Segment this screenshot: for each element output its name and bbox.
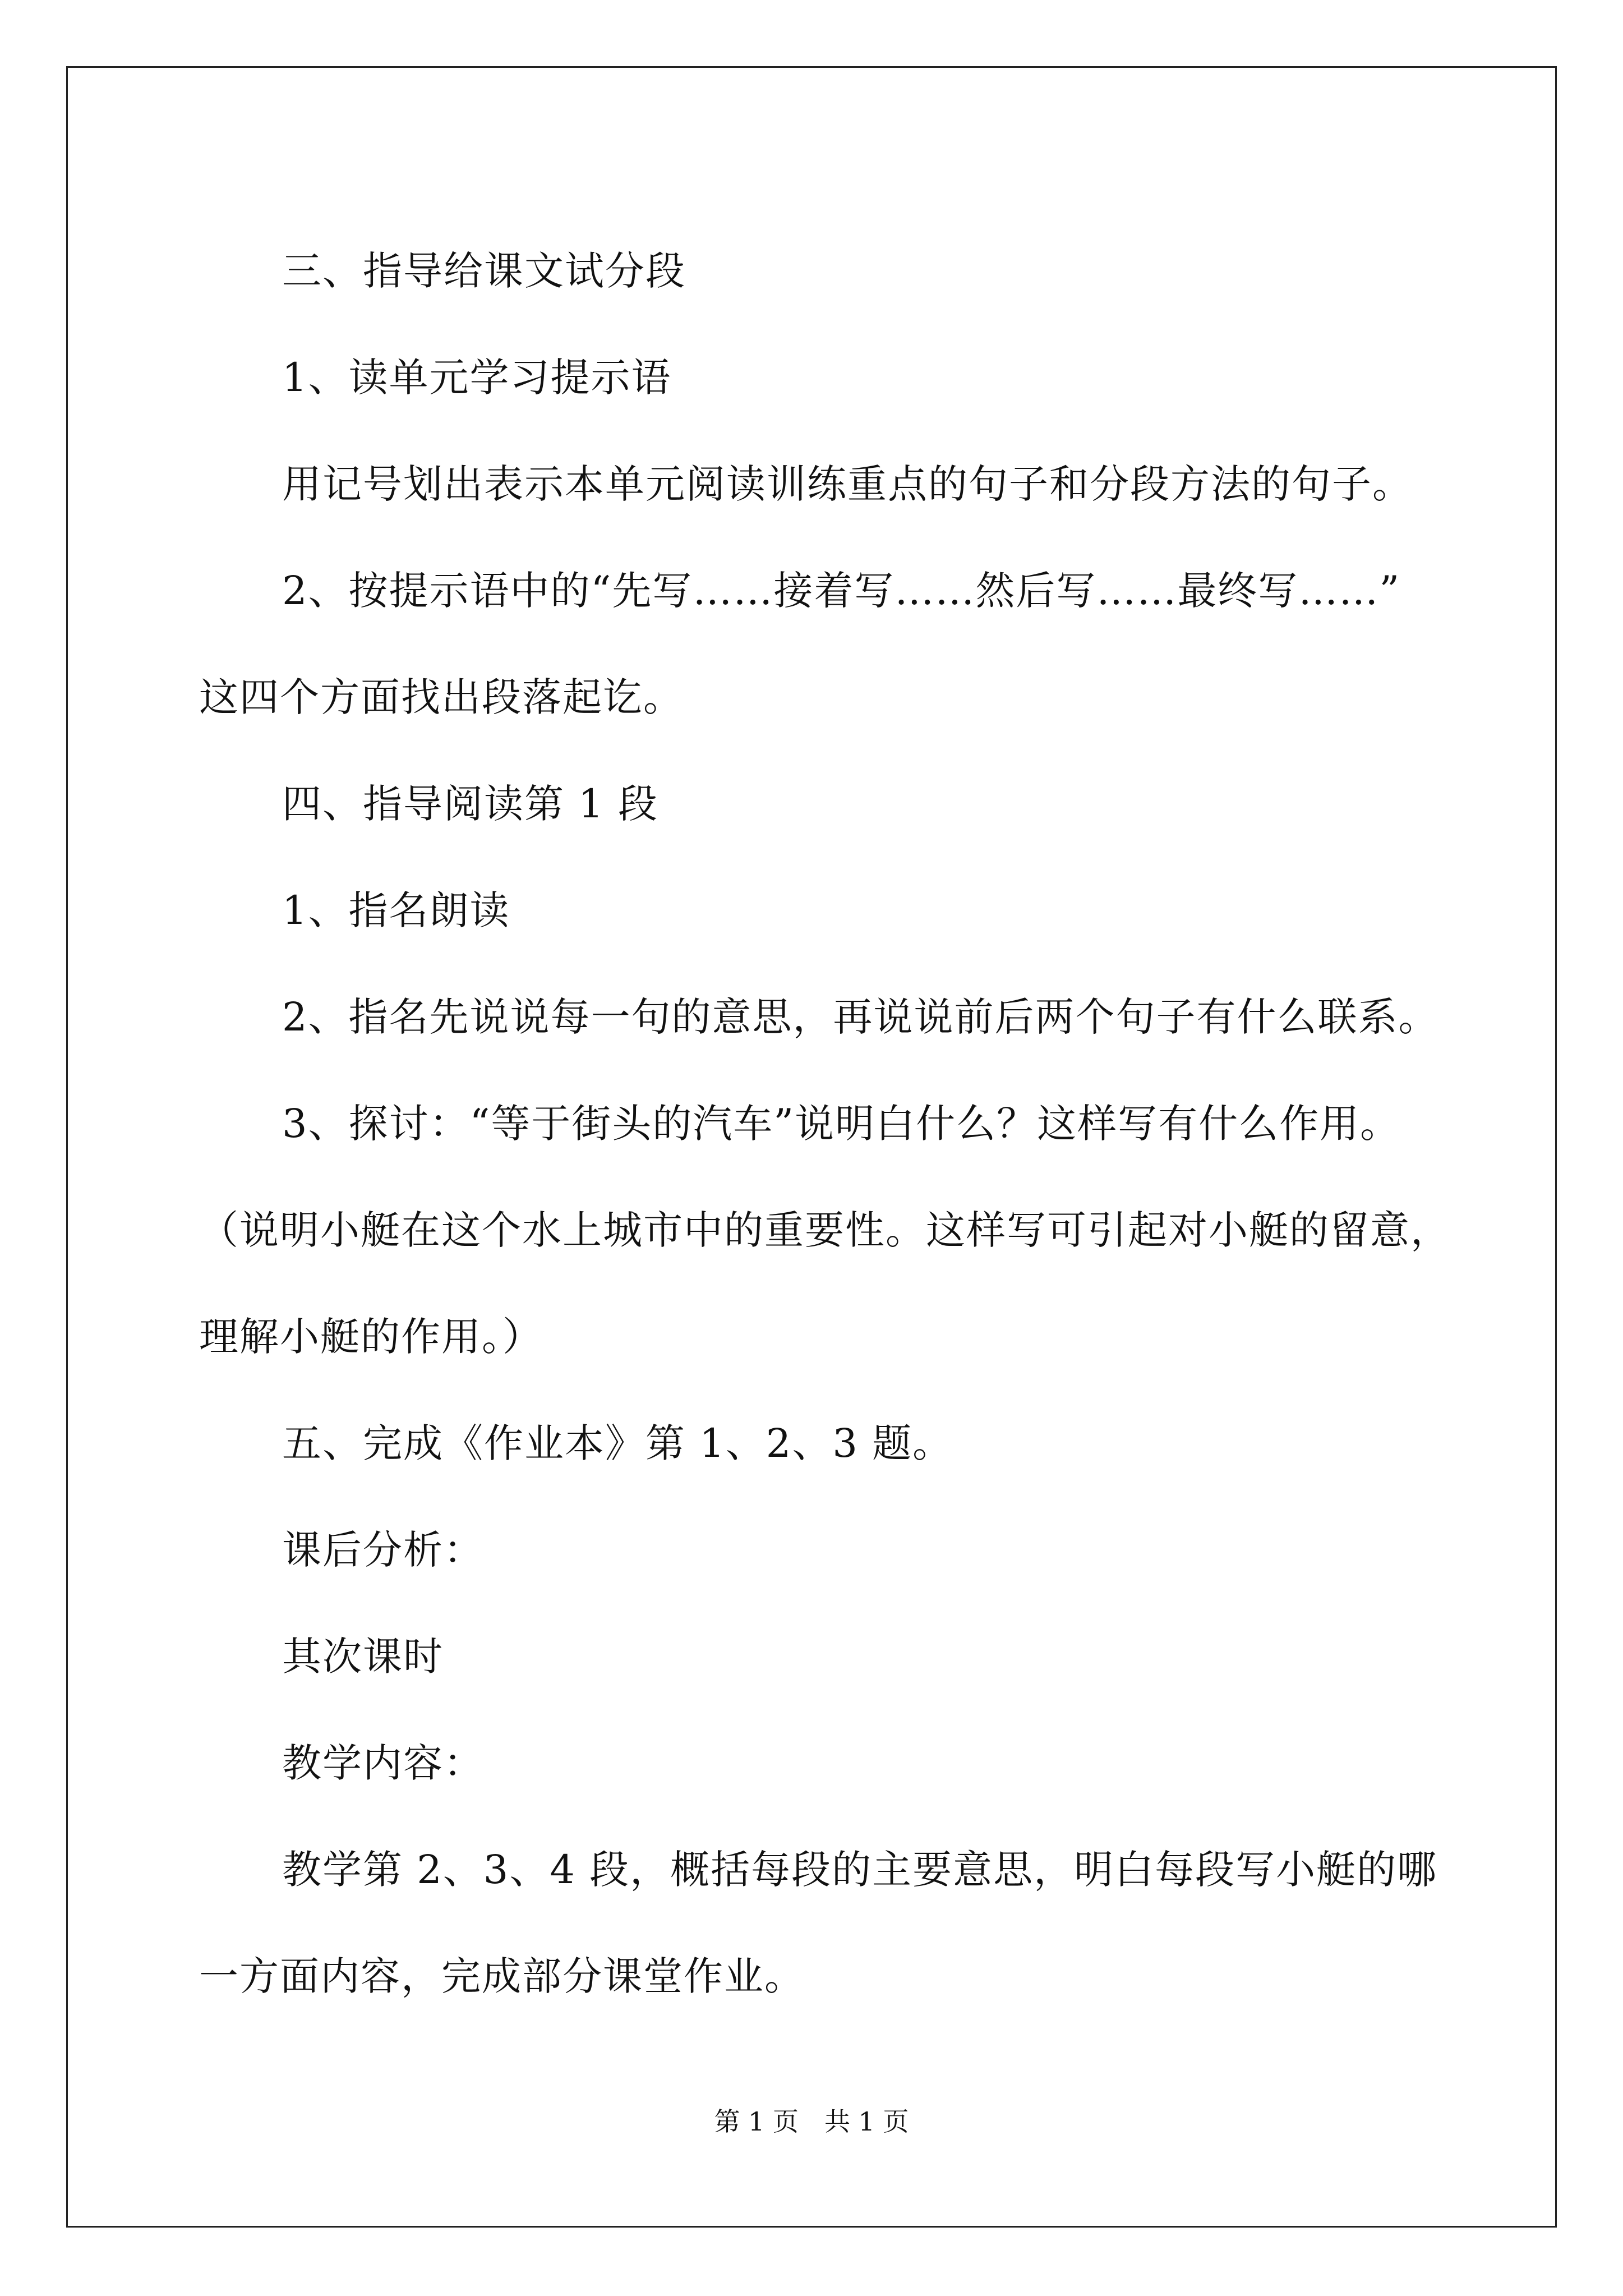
paragraph-continuation: 一方面内容，完成部分课堂作业。 xyxy=(199,1953,805,1999)
paragraph: 1、指名朗读 xyxy=(282,887,510,933)
paragraph: 用记号划出表示本单元阅读训练重点的句子和分段方法的句子。 xyxy=(282,461,1413,507)
paragraph: 教学内容： xyxy=(282,1740,484,1786)
section-heading-5: 五、完成《作业本》第 1、2、3 题。 xyxy=(282,1420,953,1466)
section-heading-3: 三、指导给课文试分段 xyxy=(282,248,686,294)
paragraph: 3、探讨：“等于街头的汽车”说明白什么？这样写有什么作用。 xyxy=(282,1101,1401,1147)
paragraph-continuation: 这四个方面找出段落起讫。 xyxy=(199,674,684,720)
paragraph: 2、指名先说说每一句的意思，再说说前后两个句子有什么联系。 xyxy=(282,994,1439,1040)
section-heading-4: 四、指导阅读第 1 段 xyxy=(282,781,659,827)
page-footer: 第 1 页 共 1 页 xyxy=(714,2106,909,2137)
paragraph: 课后分析： xyxy=(282,1527,484,1573)
paragraph-continuation: 理解小艇的作用。） xyxy=(199,1314,543,1360)
paragraph: 2、按提示语中的“先写……接着写……然后写……最终写……” xyxy=(282,568,1401,614)
document-body xyxy=(199,218,1455,2030)
paragraph: 教学第 2、3、4 段，概括每段的主要意思，明白每段写小艇的哪 xyxy=(282,1847,1438,1893)
paragraph: 1、读单元学习提示语 xyxy=(282,355,672,401)
paragraph: 其次课时 xyxy=(282,1634,444,1680)
paragraph-continuation: （说明小艇在这个水上城市中的重要性。这样写可引起对小艇的留意， xyxy=(199,1207,1451,1253)
